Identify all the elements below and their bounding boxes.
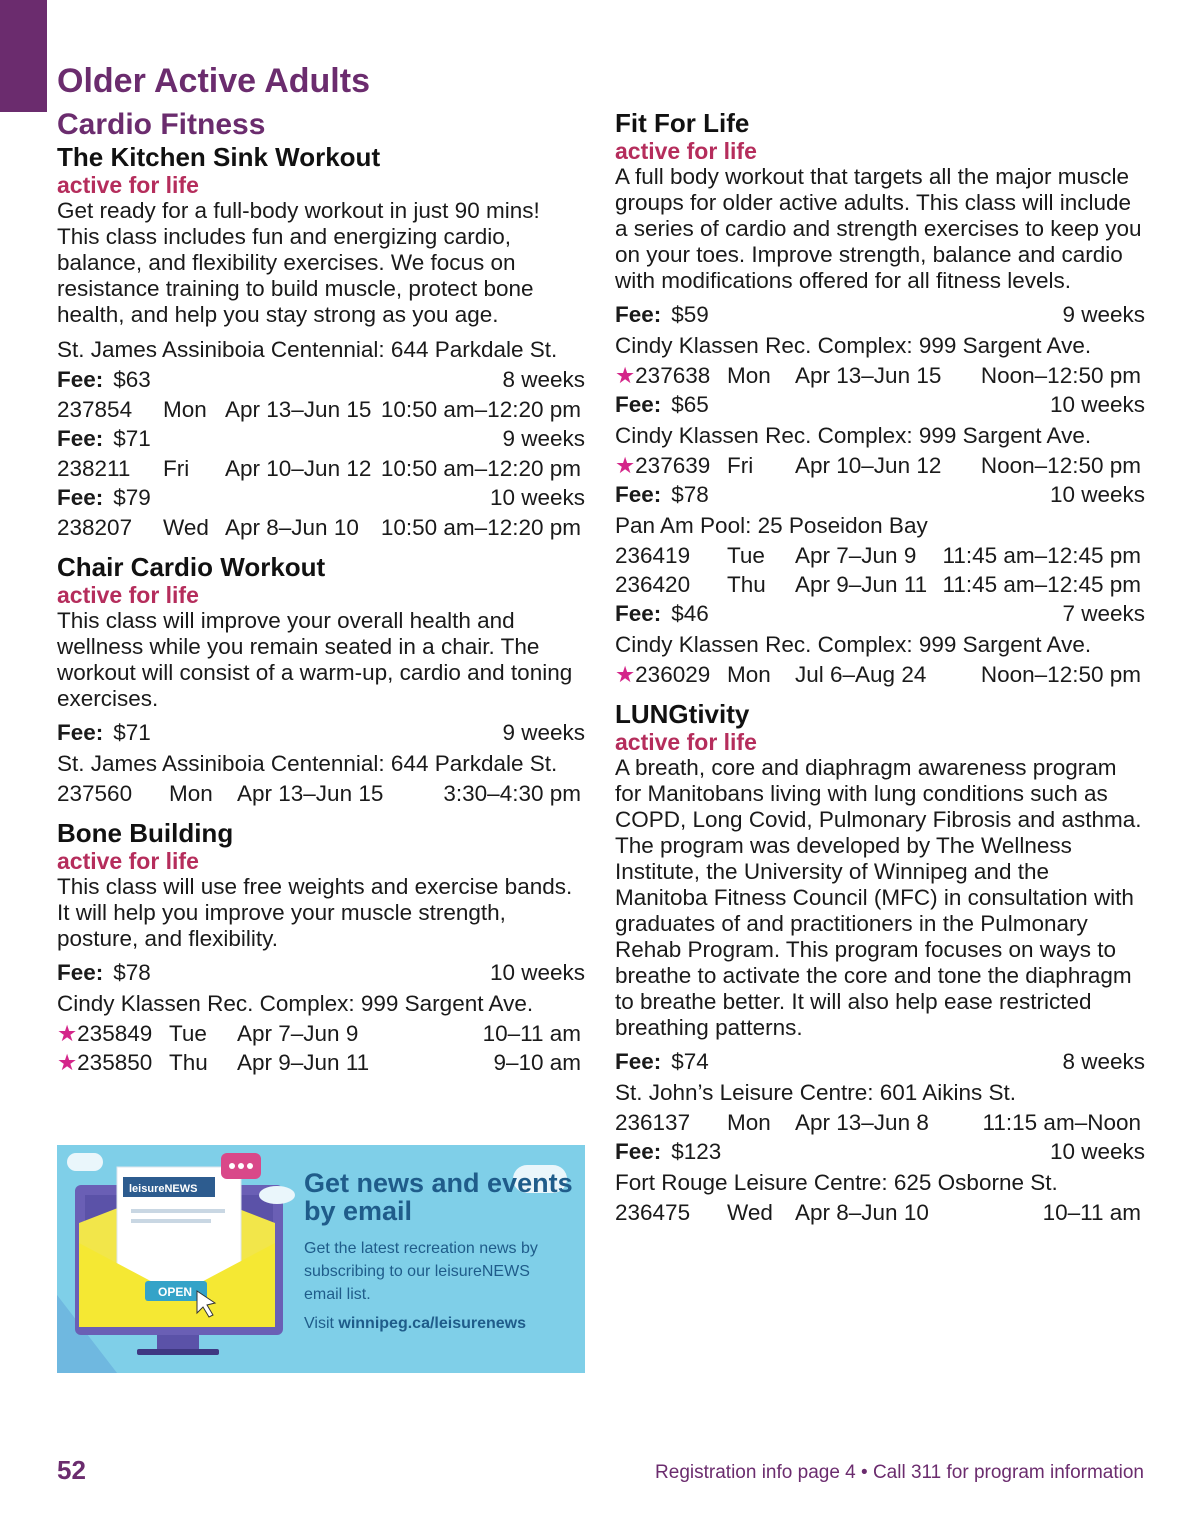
session-dates: Apr 7–Jun 9 (237, 1021, 359, 1046)
program-block (57, 552, 585, 808)
left-column (57, 108, 585, 1087)
fee-weeks: 7 weeks (1062, 601, 1145, 626)
fee-amount: $71 (113, 720, 151, 745)
course-code: 237638 (635, 363, 711, 388)
fee-weeks: 9 weeks (502, 720, 585, 745)
program-title: Chair Cardio Workout (57, 552, 326, 582)
session-time: Noon–12:50 pm (980, 453, 1141, 478)
footer-info: Registration info page 4 • Call 311 for program information (655, 1462, 1144, 1483)
session-code (57, 395, 163, 424)
registration-star-icon: ★ (615, 363, 636, 388)
fee-left (57, 483, 151, 513)
fee-left (615, 480, 709, 510)
program-description: This class will use free weights and exercise bands. It will help you improve your muscle strength, posture, and flexibility. (57, 874, 573, 951)
program-tag: active for life (615, 138, 757, 164)
program-description: Get ready for a full-body workout in just 90 mins! This class includes fun and energizing cardio, balance, and flexibility exercises. We focus on resistance training to build muscle, protect bone health, and help you stay strong as you age. (57, 198, 540, 327)
fee-left (615, 1137, 721, 1167)
session-time: 3:30–4:30 pm (443, 781, 581, 806)
session-row (615, 1108, 1145, 1137)
session-code (57, 1048, 169, 1077)
fee-label: Fee: (615, 601, 662, 626)
fee-label: Fee: (615, 302, 662, 327)
session-dates: Apr 10–Jun 12 (225, 456, 372, 481)
corner-color-tab (0, 0, 47, 112)
session-time: 10:50 am–12:20 pm (380, 456, 581, 481)
course-code: 237854 (57, 397, 133, 422)
program-title: Bone Building (57, 818, 234, 848)
fee-weeks: 10 weeks (489, 485, 585, 510)
program-description: A full body workout that targets all the major muscle groups for older active adults. This class will include a series of cardio and strength exercises to keep you on your toes. Improve strength, balance and cardio with modifications offered for all fitness levels. (615, 164, 1142, 293)
session-day: Mon (727, 662, 771, 687)
fee-row (57, 365, 585, 395)
session-dates: Apr 7–Jun 9 (795, 543, 917, 568)
session-time: 10:50 am–12:20 pm (380, 397, 581, 422)
session-row (57, 454, 585, 483)
fee-amount: $59 (671, 302, 709, 327)
program-location: Cindy Klassen Rec. Complex: 999 Sargent Ave. (615, 333, 1092, 358)
registration-star-icon: ★ (615, 662, 636, 687)
program-tag: active for life (57, 582, 199, 608)
session-day: Mon (163, 397, 207, 422)
fee-weeks: 9 weeks (1062, 302, 1145, 327)
fee-label: Fee: (57, 426, 104, 451)
right-program-list (615, 108, 1145, 1227)
session-row (615, 1198, 1145, 1227)
right-column (615, 108, 1145, 1237)
subsection-title: Cardio Fitness (57, 108, 266, 141)
session-day: Mon (727, 1110, 771, 1135)
fee-row (57, 483, 585, 513)
program-tag: active for life (615, 729, 757, 755)
fee-label: Fee: (57, 960, 104, 985)
session-code (615, 660, 727, 689)
course-code: 236137 (615, 1110, 691, 1135)
program-location: Fort Rouge Leisure Centre: 625 Osborne St. (615, 1170, 1058, 1195)
session-day: Thu (169, 1050, 208, 1075)
left-program-list (57, 142, 585, 1077)
session-row (615, 541, 1145, 570)
fee-row (615, 1047, 1145, 1077)
session-time: 11:45 am–12:45 pm (942, 572, 1141, 597)
fee-weeks: 8 weeks (502, 367, 585, 392)
page-number: 52 (57, 1455, 86, 1485)
session-dates: Apr 9–Jun 11 (237, 1050, 370, 1075)
session-time: Noon–12:50 pm (980, 662, 1141, 687)
session-dates: Jul 6–Aug 24 (795, 662, 927, 687)
session-code (615, 541, 727, 570)
email-illustration (57, 1145, 297, 1373)
session-code (57, 513, 163, 542)
course-code: 235850 (77, 1050, 153, 1075)
course-code: 236475 (615, 1200, 691, 1225)
fee-label: Fee: (615, 1049, 662, 1074)
fee-row (615, 480, 1145, 510)
program-title: The Kitchen Sink Workout (57, 142, 381, 172)
course-code: 235849 (77, 1021, 153, 1046)
fee-row (615, 599, 1145, 629)
session-day: Thu (727, 572, 766, 597)
fee-row (615, 300, 1145, 330)
session-dates: Apr 13–Jun 8 (795, 1110, 929, 1135)
session-row (57, 1048, 585, 1077)
program-block (57, 142, 585, 542)
banner-visit-prefix: Visit (304, 1315, 339, 1332)
fee-label: Fee: (57, 485, 104, 510)
fee-amount: $63 (113, 367, 151, 392)
session-day: Tue (169, 1021, 207, 1046)
session-dates: Apr 8–Jun 10 (795, 1200, 929, 1225)
course-code: 237560 (57, 781, 133, 806)
session-code (615, 1108, 727, 1137)
program-title: Fit For Life (615, 108, 750, 138)
fee-amount: $79 (113, 485, 151, 510)
session-row (57, 513, 585, 542)
fee-row (57, 424, 585, 454)
session-time: 10–11 am (1042, 1200, 1141, 1225)
fee-weeks: 10 weeks (1049, 392, 1145, 417)
session-row (57, 395, 585, 424)
session-dates: Apr 10–Jun 12 (795, 453, 942, 478)
session-dates: Apr 9–Jun 11 (795, 572, 928, 597)
fee-left (615, 1047, 709, 1077)
program-location: Cindy Klassen Rec. Complex: 999 Sargent Ave. (615, 423, 1092, 448)
fee-left (57, 365, 151, 395)
banner-body-text: Get the latest recreation news by subscribing to our leisureNEWS email list. (304, 1240, 538, 1303)
session-day: Wed (163, 515, 209, 540)
fee-left (615, 300, 709, 330)
course-code: 236419 (615, 543, 691, 568)
fee-label: Fee: (615, 482, 662, 507)
fee-label: Fee: (615, 392, 662, 417)
session-code (615, 451, 727, 480)
session-time: 11:15 am–Noon (982, 1110, 1141, 1135)
session-day: Wed (727, 1200, 773, 1225)
banner-logo-text: leisureNEWS (129, 1183, 198, 1195)
session-time: Noon–12:50 pm (980, 363, 1141, 388)
session-time: 10–11 am (482, 1021, 581, 1046)
fee-left (615, 390, 709, 420)
fee-label: Fee: (57, 720, 104, 745)
fee-left (615, 599, 709, 629)
fee-amount: $78 (671, 482, 709, 507)
course-code: 237639 (635, 453, 711, 478)
session-dates: Apr 8–Jun 10 (225, 515, 359, 540)
session-code (57, 1019, 169, 1048)
program-title: LUNGtivity (615, 699, 750, 729)
fee-weeks: 10 weeks (1049, 482, 1145, 507)
course-code: 238207 (57, 515, 133, 540)
session-code (57, 779, 169, 808)
banner-link[interactable]: winnipeg.ca/leisurenews (338, 1315, 527, 1332)
session-dates: Apr 13–Jun 15 (237, 781, 384, 806)
course-code: 236029 (635, 662, 711, 687)
registration-star-icon: ★ (57, 1050, 78, 1075)
session-time: 11:45 am–12:45 pm (942, 543, 1141, 568)
fee-amount: $65 (671, 392, 709, 417)
session-dates: Apr 13–Jun 15 (795, 363, 942, 388)
fee-left (57, 958, 151, 988)
session-code (615, 1198, 727, 1227)
fee-left (57, 424, 151, 454)
session-row (615, 451, 1145, 480)
fee-label: Fee: (615, 1139, 662, 1164)
fee-left (57, 718, 151, 748)
session-code (615, 570, 727, 599)
session-day: Mon (727, 363, 771, 388)
banner-open-button: OPEN (158, 1285, 193, 1299)
session-row (615, 570, 1145, 599)
session-row (615, 361, 1145, 390)
program-description: A breath, core and diaphragm awareness program for Manitobans living with lung conditions such as COPD, Long Covid, Pulmonary Fibrosis and asthma. The program was developed by The Wellness Institute, the University of Winnipeg and the Manitoba Fitness Council (MFC) in consultation with graduates of and practitioners in the Pulmonary Rehab Program. This program focuses on ways to breathe to activate the core and tone the diaphragm to breathe better. It will also help ease restricted breathing patterns. (615, 755, 1142, 1040)
program-block (57, 818, 585, 1077)
registration-star-icon: ★ (615, 453, 636, 478)
fee-weeks: 10 weeks (1049, 1139, 1145, 1164)
course-code: 238211 (57, 456, 131, 481)
program-location: Cindy Klassen Rec. Complex: 999 Sargent Ave. (615, 632, 1092, 657)
fee-amount: $123 (671, 1139, 722, 1164)
fee-label: Fee: (57, 367, 104, 392)
fee-row (615, 1137, 1145, 1167)
fee-amount: $46 (671, 601, 709, 626)
session-row (615, 660, 1145, 689)
course-code: 236420 (615, 572, 691, 597)
session-day: Fri (727, 453, 754, 478)
program-location: St. John’s Leisure Centre: 601 Aikins St. (615, 1080, 1017, 1105)
session-day: Mon (169, 781, 213, 806)
fee-amount: $78 (113, 960, 151, 985)
program-location: Cindy Klassen Rec. Complex: 999 Sargent Ave. (57, 991, 534, 1016)
program-tag: active for life (57, 848, 199, 874)
program-description: This class will improve your overall health and wellness while you remain seated in a chair. The workout will consist of a warm-up, cardio and toning exercises. (57, 608, 573, 711)
session-row (57, 1019, 585, 1048)
session-day: Fri (163, 456, 190, 481)
session-time: 10:50 am–12:20 pm (380, 515, 581, 540)
newsletter-banner[interactable] (57, 1145, 585, 1373)
banner-visit-line (304, 1315, 526, 1333)
session-day: Tue (727, 543, 765, 568)
program-block (615, 108, 1145, 689)
fee-row (57, 718, 585, 748)
fee-amount: $71 (113, 426, 151, 451)
fee-row (57, 958, 585, 988)
fee-row (615, 390, 1145, 420)
banner-headline: Get news and events by email (304, 1168, 573, 1226)
session-time: 9–10 am (493, 1050, 581, 1075)
session-code (57, 454, 163, 483)
session-code (615, 361, 727, 390)
program-location: Pan Am Pool: 25 Poseidon Bay (615, 513, 928, 538)
program-block (615, 699, 1145, 1227)
session-dates: Apr 13–Jun 15 (225, 397, 372, 422)
program-location: St. James Assiniboia Centennial: 644 Parkdale St. (57, 751, 558, 776)
section-title: Older Active Adults (57, 62, 370, 100)
fee-amount: $74 (671, 1049, 709, 1074)
program-tag: active for life (57, 172, 199, 198)
session-row (57, 779, 585, 808)
program-location: St. James Assiniboia Centennial: 644 Parkdale St. (57, 337, 558, 362)
fee-weeks: 9 weeks (502, 426, 585, 451)
fee-weeks: 8 weeks (1062, 1049, 1145, 1074)
registration-star-icon: ★ (57, 1021, 78, 1046)
fee-weeks: 10 weeks (489, 960, 585, 985)
